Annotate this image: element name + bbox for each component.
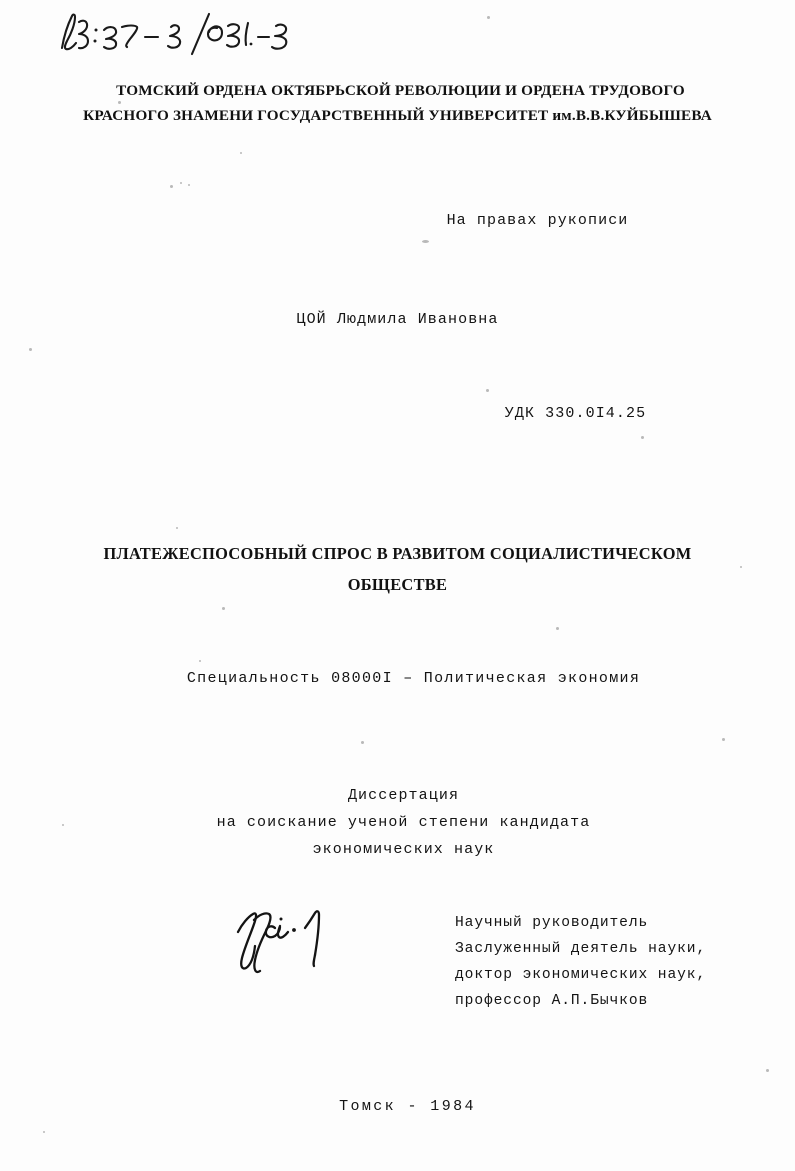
scan-speck [176, 527, 178, 529]
degree-line-2: на соискание ученой степени кандидата [216, 814, 591, 831]
scan-speck [422, 240, 429, 243]
scientific-advisor-block [455, 910, 706, 1014]
dissertation-title-line-2: ОБЩЕСТВЕ [347, 575, 448, 594]
scan-speck [556, 627, 559, 630]
udk-code: УДК 330.0I4.25 [504, 405, 647, 422]
university-header-line-1: ТОМСКИЙ ОРДЕНА ОКТЯБРЬСКОЙ РЕВОЛЮЦИИ И ОРДЕНА ТРУДОВОГО [116, 82, 685, 99]
scan-speck [43, 1131, 45, 1133]
advisor-line-1: Научный руководитель [455, 915, 649, 931]
handwritten-library-code [52, 8, 292, 60]
degree-line-1: Диссертация [347, 787, 460, 804]
scan-speck [361, 741, 364, 744]
scan-speck [29, 348, 32, 351]
scan-speck [722, 738, 725, 741]
scan-speck [170, 185, 173, 188]
dissertation-title [0, 538, 795, 600]
footer-city-year: Томск - 1984 [339, 1098, 476, 1115]
handwritten-signature [232, 898, 362, 988]
specialty-line: Специальность 08000I – Политическая экономия [186, 670, 641, 687]
scan-speck [180, 182, 182, 184]
dissertation-title-line-1: ПЛАТЕЖЕСПОСОБНЫЙ СПРОС В РАЗВИТОМ СОЦИАЛИСТИЧЕСКОМ [103, 544, 692, 563]
scan-speck [487, 16, 490, 19]
scan-speck [222, 607, 225, 610]
scan-speck [199, 660, 201, 662]
degree-statement [0, 782, 795, 863]
advisor-line-4: профессор А.П.Бычков [455, 993, 649, 1009]
author-name: ЦОЙ Людмила Ивановна [296, 311, 499, 328]
scan-speck [240, 152, 242, 154]
university-header [0, 78, 795, 128]
scan-speck [188, 184, 190, 186]
manuscript-note: На правах рукописи [446, 212, 629, 229]
advisor-line-3: доктор экономических наук, [455, 967, 707, 983]
scan-speck [766, 1069, 769, 1072]
advisor-line-2: Заслуженный деятель науки, [455, 941, 707, 957]
scan-speck [486, 389, 489, 392]
university-header-line-2: КРАСНОГО ЗНАМЕНИ ГОСУДАРСТВЕННЫЙ УНИВЕРСИТЕТ им.В.В.КУЙБЫШЕВА [83, 107, 712, 124]
degree-line-3: экономических наук [312, 841, 495, 858]
scan-speck [641, 436, 644, 439]
